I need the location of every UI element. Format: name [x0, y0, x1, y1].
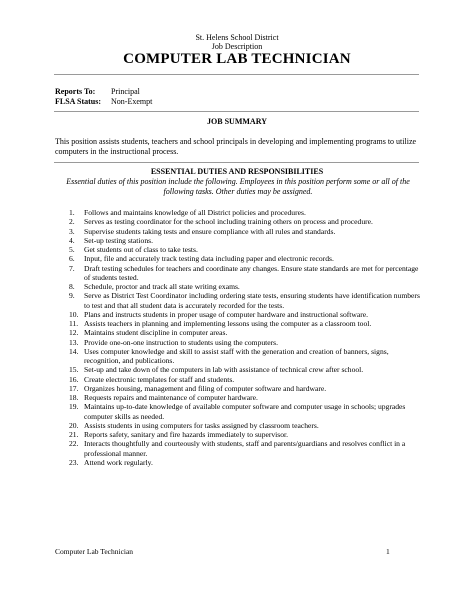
duty-text: Provide one-on-one instruction to students using the computers.	[84, 337, 279, 347]
duty-item	[55, 245, 423, 254]
duty-item	[55, 430, 423, 439]
duty-number: 9.	[69, 291, 75, 301]
duty-item	[55, 393, 423, 402]
duty-number: 16.	[69, 374, 79, 384]
duty-item	[55, 421, 423, 430]
duty-number: 11.	[69, 319, 79, 328]
duty-number: 12.	[69, 328, 79, 338]
duties-list	[55, 208, 423, 467]
duty-number: 13.	[69, 337, 79, 347]
job-summary-heading: JOB SUMMARY	[207, 117, 267, 126]
duty-text: Maintains student discipline in computer areas.	[84, 328, 228, 338]
duty-item	[55, 208, 423, 217]
duty-number: 21.	[69, 430, 79, 439]
reports-to-value: Principal	[111, 87, 140, 96]
district-name: St. Helens School District	[195, 33, 279, 42]
duty-text: Interacts thoughtfully and courteously with students, staff and parents/guardians and resolves conflict in a professional manner.	[84, 439, 406, 458]
document-subtitle: Job Description	[211, 42, 263, 51]
duty-text: Input, file and accurately track testing data including paper and electronic records.	[84, 254, 334, 264]
reports-to-row	[55, 87, 140, 97]
duty-number: 1.	[69, 208, 75, 217]
duty-item	[55, 217, 423, 226]
duty-text: Create electronic templates for staff and students.	[84, 374, 235, 384]
duty-item	[55, 310, 423, 319]
duty-text: Assists teachers in planning and implementing lessons using the computer as a classroom tool.	[84, 319, 372, 328]
duty-number: 19.	[69, 402, 79, 412]
duty-text: Reports safety, sanitary and fire hazards immediately to supervisor.	[84, 430, 289, 439]
duty-text: Set-up testing stations.	[84, 235, 153, 245]
page-number: 1	[386, 547, 390, 556]
duty-text: Supervise students taking tests and ensure compliance with all rules and standards.	[84, 226, 336, 236]
duty-text: Serves as testing coordinator for the school including training others on process and procedure.	[84, 217, 373, 227]
duty-number: 4.	[69, 235, 75, 245]
flsa-label: FLSA Status:	[55, 97, 102, 106]
duty-item	[55, 402, 423, 421]
duty-number: 7.	[69, 263, 75, 273]
duty-number: 20.	[69, 420, 79, 430]
duty-number: 14.	[69, 346, 79, 356]
job-summary-text: This position assists students, teachers and school principals in developing and implementing programs to utilize computers in the instructional process.	[55, 137, 417, 156]
duty-text: Schedule, proctor and track all state writing exams.	[84, 282, 240, 291]
duty-number: 3.	[69, 226, 75, 236]
duty-number: 2.	[69, 217, 75, 227]
divider	[54, 162, 419, 163]
duty-item	[55, 328, 423, 337]
duty-number: 22.	[69, 439, 79, 449]
duty-text: Set-up and take down of the computers in lab with assistance of technical crew after school.	[84, 365, 364, 375]
duty-text: Follows and maintains knowledge of all District policies and procedures.	[84, 208, 306, 217]
duty-item	[55, 365, 423, 374]
duty-item	[55, 384, 423, 393]
duty-number: 18.	[69, 393, 79, 402]
duty-text: Serve as District Test Coordinator including ordering state tests, ensuring students have identification numbers to test and that all student data is accurately recorded for the tests.	[84, 291, 420, 310]
duty-number: 5.	[69, 245, 75, 254]
duty-number: 8.	[69, 282, 75, 291]
duty-item	[55, 291, 423, 310]
duty-text: Draft testing schedules for teachers and coordinate any changes. Ensure state standards are met for percentage of students tested.	[84, 263, 419, 282]
duty-item	[55, 254, 423, 263]
duty-item	[55, 458, 423, 467]
duty-text: Requests repairs and maintenance of computer hardware.	[84, 393, 258, 402]
duty-text: Get students out of class to take tests.	[84, 245, 198, 254]
duty-item	[55, 227, 423, 236]
duty-number: 6.	[69, 254, 75, 264]
footer-title: Computer Lab Technician	[55, 547, 134, 556]
flsa-value: Non-Exempt	[111, 97, 153, 106]
duty-text: Assists students in using computers for tasks assigned by classroom teachers.	[84, 420, 319, 430]
divider	[54, 74, 419, 75]
duty-item	[55, 282, 423, 291]
duty-text: Maintains up-to-date knowledge of available computer software and computer usage in schools; upgrades computer skills as needed.	[84, 402, 406, 421]
duty-number: 23.	[69, 457, 79, 467]
duty-text: Uses computer knowledge and skill to assist staff with the generation and creation of banners, signs, recognition, and publications.	[84, 346, 389, 365]
duty-item	[55, 236, 423, 245]
duty-text: Attend work regularly.	[84, 457, 153, 467]
duty-item	[55, 338, 423, 347]
duty-text: Organizes housing, management and filing of computer software and hardware.	[84, 383, 327, 393]
duty-item	[55, 319, 423, 328]
duty-number: 15.	[69, 365, 79, 375]
duty-item	[55, 264, 423, 283]
duty-number: 17.	[69, 383, 79, 393]
duty-item	[55, 439, 423, 458]
duties-intro: Essential duties of this position include the following. Employees in this position perform some or all of the following tasks. Other duties may be assigned.	[66, 177, 410, 196]
reports-to-label: Reports To:	[55, 87, 96, 96]
duties-heading: ESSENTIAL DUTIES AND RESPONSIBILITIES	[150, 167, 324, 176]
duty-item	[55, 347, 423, 366]
page-title: COMPUTER LAB TECHNICIAN	[123, 51, 351, 67]
duty-number: 10.	[69, 309, 79, 319]
duty-item	[55, 375, 423, 384]
flsa-status-row	[55, 97, 152, 107]
divider	[54, 111, 419, 112]
duty-text: Plans and instructs students in proper usage of computer hardware and instructional software.	[84, 309, 369, 319]
